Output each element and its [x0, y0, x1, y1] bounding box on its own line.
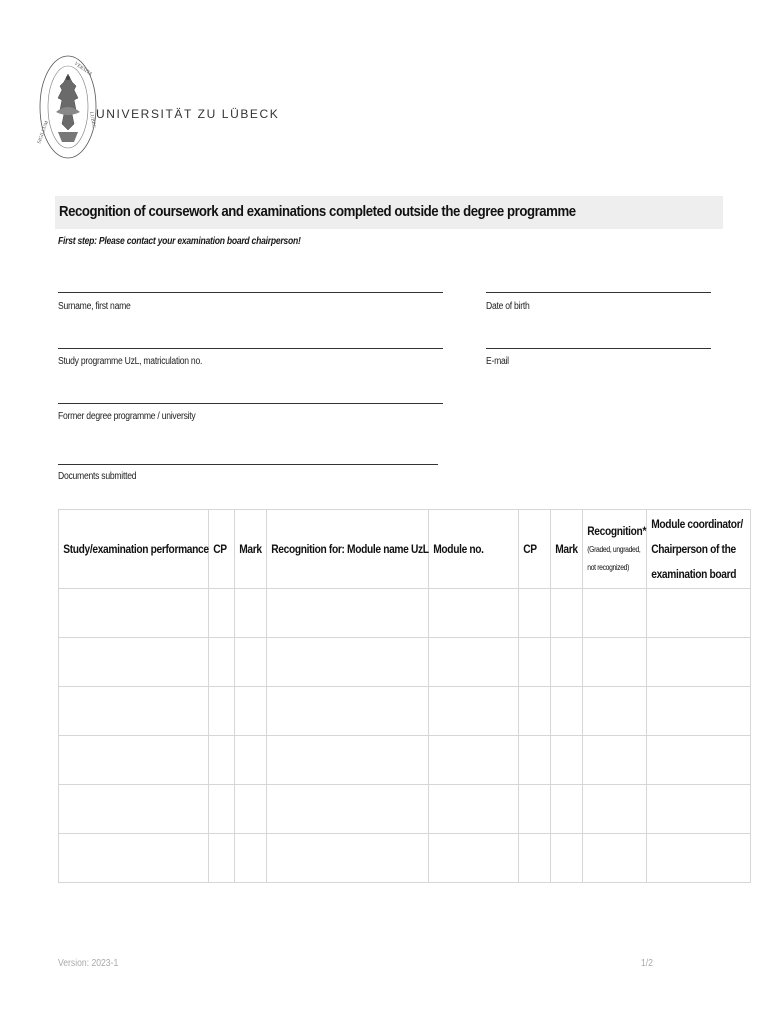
header-mark: Mark: [235, 510, 267, 589]
table-cell[interactable]: [59, 785, 209, 834]
table-cell[interactable]: [647, 589, 751, 638]
table-cell[interactable]: [267, 736, 429, 785]
table-cell[interactable]: [267, 785, 429, 834]
table-cell[interactable]: [551, 638, 583, 687]
table-cell[interactable]: [647, 785, 751, 834]
former-degree-field[interactable]: [58, 403, 443, 404]
table-cell[interactable]: [209, 834, 235, 883]
table-cell[interactable]: [235, 736, 267, 785]
table-cell[interactable]: [209, 589, 235, 638]
table-cell[interactable]: [209, 687, 235, 736]
header-performance: Study/examination performance: [59, 510, 209, 589]
former-degree-label: Former degree programme / university: [58, 411, 196, 422]
table-row: [59, 785, 751, 834]
table-cell[interactable]: [583, 687, 647, 736]
header-module-no: Module no.: [429, 510, 519, 589]
table-cell[interactable]: [59, 687, 209, 736]
table-cell[interactable]: [551, 834, 583, 883]
table-cell[interactable]: [429, 736, 519, 785]
university-name: UNIVERSITÄT ZU LÜBECK: [96, 107, 280, 121]
form-title: Recognition of coursework and examinations completed outside the degree programme: [59, 203, 576, 220]
table-cell[interactable]: [583, 834, 647, 883]
table-cell[interactable]: [235, 638, 267, 687]
surname-field[interactable]: [58, 292, 443, 293]
table-cell[interactable]: [267, 638, 429, 687]
table-cell[interactable]: [267, 687, 429, 736]
table-cell[interactable]: [209, 736, 235, 785]
table-header-row: [59, 510, 751, 589]
table-cell[interactable]: [429, 589, 519, 638]
table-cell[interactable]: [235, 589, 267, 638]
table-cell[interactable]: [647, 736, 751, 785]
table-cell[interactable]: [267, 834, 429, 883]
table-cell[interactable]: [235, 834, 267, 883]
table-cell[interactable]: [235, 687, 267, 736]
study-programme-field[interactable]: [58, 348, 443, 349]
table-cell[interactable]: [519, 736, 551, 785]
table-cell[interactable]: [551, 736, 583, 785]
header-recognition: Recognition* (Graded, ungraded, not recognized): [583, 510, 647, 589]
table-cell[interactable]: [519, 785, 551, 834]
table-cell[interactable]: [551, 589, 583, 638]
table-cell[interactable]: [519, 638, 551, 687]
documents-field[interactable]: [58, 464, 438, 465]
table-row: [59, 736, 751, 785]
table-cell[interactable]: [429, 687, 519, 736]
table-cell[interactable]: [59, 834, 209, 883]
study-programme-label: Study programme UzL, matriculation no.: [58, 356, 203, 367]
table-cell[interactable]: [583, 785, 647, 834]
form-subtitle: First step: Please contact your examination board chairperson!: [58, 236, 301, 247]
table-cell[interactable]: [583, 589, 647, 638]
table-cell[interactable]: [583, 638, 647, 687]
table-cell[interactable]: [429, 834, 519, 883]
table-cell[interactable]: [59, 638, 209, 687]
table-cell[interactable]: [551, 785, 583, 834]
documents-label: Documents submitted: [58, 471, 137, 482]
svg-text:LUBEC: LUBEC: [88, 111, 96, 129]
page-number: 1/2: [641, 958, 653, 969]
table-cell[interactable]: [209, 785, 235, 834]
table-cell[interactable]: [519, 589, 551, 638]
svg-text:SIGILLUM: SIGILLUM: [37, 120, 51, 145]
table-cell[interactable]: [235, 785, 267, 834]
email-label: E-mail: [486, 356, 509, 367]
header-recognition-for: Recognition for: Module name UzL: [267, 510, 429, 589]
table-cell[interactable]: [429, 785, 519, 834]
university-seal-logo: [34, 52, 100, 162]
dob-label: Date of birth: [486, 301, 530, 312]
dob-field[interactable]: [486, 292, 711, 293]
table-cell[interactable]: [59, 736, 209, 785]
header-cp: CP: [209, 510, 235, 589]
header-mark-uzl: Mark: [551, 510, 583, 589]
surname-label: Surname, first name: [58, 301, 131, 312]
table-cell[interactable]: [519, 834, 551, 883]
table-row: [59, 687, 751, 736]
table-cell[interactable]: [209, 638, 235, 687]
version-label: Version: 2023-1: [58, 958, 119, 969]
table-cell[interactable]: [647, 687, 751, 736]
header-cp-uzl: CP: [519, 510, 551, 589]
table-row: [59, 589, 751, 638]
table-row: [59, 638, 751, 687]
svg-text:VERSITA: VERSITA: [72, 61, 93, 78]
email-field[interactable]: [486, 348, 711, 349]
table-cell[interactable]: [647, 834, 751, 883]
table-cell[interactable]: [583, 736, 647, 785]
table-cell[interactable]: [647, 638, 751, 687]
table-cell[interactable]: [551, 687, 583, 736]
table-cell[interactable]: [267, 589, 429, 638]
recognition-table: [58, 509, 743, 883]
table-cell[interactable]: [59, 589, 209, 638]
header-module-coordinator: Module coordinator/ Chairperson of the examination board: [647, 510, 751, 589]
table-row: [59, 834, 751, 883]
table-cell[interactable]: [519, 687, 551, 736]
table-cell[interactable]: [429, 638, 519, 687]
